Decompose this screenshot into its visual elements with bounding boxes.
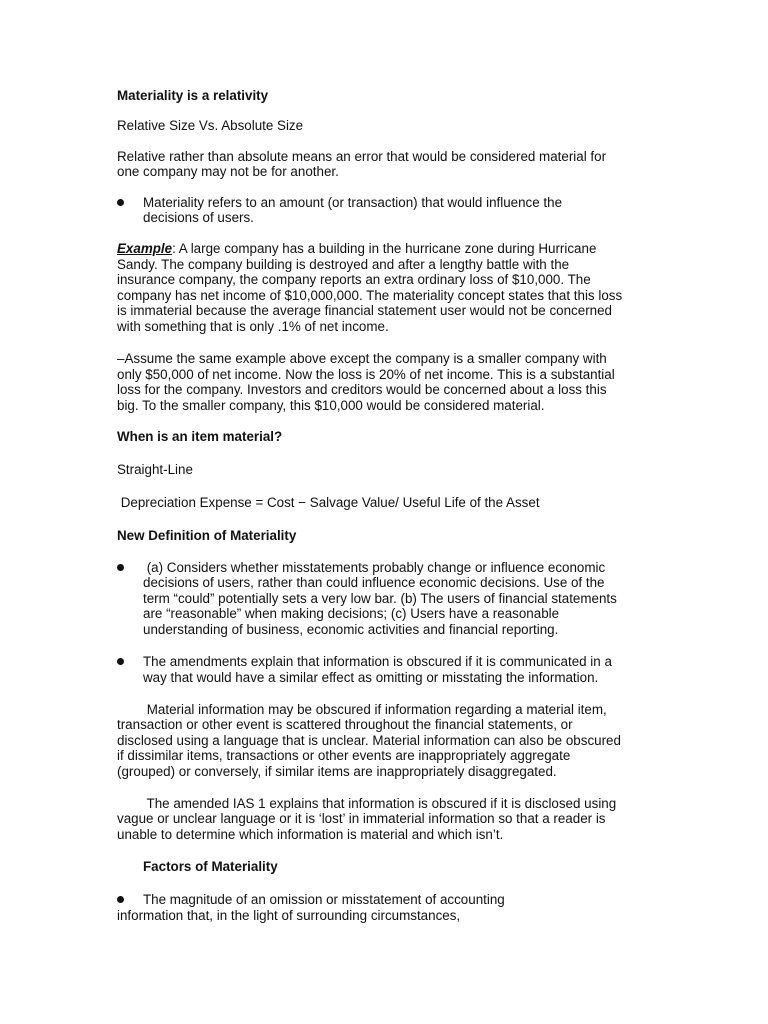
bullet-dot xyxy=(117,564,124,571)
obscured-line-2: transaction or other event is scattered throughout the financial statements, or xyxy=(117,717,573,732)
document-title: Materiality is a relativity xyxy=(117,88,269,103)
bullet-dot xyxy=(117,896,124,903)
bullet2-line-3: term “could” potentially sets a very low bar. (b) The users of financial statements xyxy=(143,591,617,606)
obscured-line-4: if dissimilar items, transactions or other events are inappropriately aggregate xyxy=(117,748,571,763)
bullet1-line-2: decisions of users. xyxy=(143,210,254,225)
bullet2-line-5: understanding of business, economic activities and financial reporting. xyxy=(143,622,559,637)
ias-line-1: The amended IAS 1 explains that information is obscured if it is disclosed using xyxy=(117,796,617,811)
bullet2-line-2: decisions of users, rather than could influence economic decisions. Use of the xyxy=(143,575,605,590)
document-subtitle: Relative Size Vs. Absolute Size xyxy=(117,118,304,133)
bullet3-line-1: The amendments explain that information is obscured if it is communicated in a xyxy=(143,654,612,669)
obscured-line-3: disclosed using a language that is unclear. Material information can also be obscured xyxy=(117,733,621,748)
example2-line-1: –Assume the same example above except the company is a smaller company with xyxy=(117,351,607,366)
example-line-4: company has net income of $10,000,000. The materiality concept states that this loss xyxy=(117,288,623,303)
bullet-dot xyxy=(117,199,124,206)
obscured-line-5: (grouped) or conversely, if similar items are inappropriately disaggregated. xyxy=(117,764,557,779)
ias-line-3: unable to determine which information is material and which isn’t. xyxy=(117,827,504,842)
example2-line-3: loss for the company. Investors and creditors would be concerned about a loss this xyxy=(117,382,607,397)
bullet4-line-1: The magnitude of an omission or misstatement of accounting xyxy=(143,892,505,907)
bullet3-line-2: way that would have a similar effect as omitting or misstating the information. xyxy=(143,670,599,685)
example-line-2: Sandy. The company building is destroyed and after a lengthy battle with the xyxy=(117,257,570,272)
bullet-dot xyxy=(117,658,124,665)
depreciation-formula: Depreciation Expense = Cost − Salvage Value/ Useful Life of the Asset xyxy=(117,495,540,510)
intro-line-2: one company may not be for another. xyxy=(117,164,339,179)
example-line-6: with something that is only .1% of net income. xyxy=(117,319,389,334)
bullet2-line-1: (a) Considers whether misstatements probably change or influence economic xyxy=(143,560,606,575)
ias-line-2: vague or unclear language or it is ‘lost’ in immaterial information so that a reader is xyxy=(117,811,606,826)
bullet1-line-1: Materiality refers to an amount (or transaction) that would influence the xyxy=(143,195,563,210)
heading-new-definition: New Definition of Materiality xyxy=(117,528,297,543)
example-first-rest: : A large company has a building in the hurricane zone during Hurricane xyxy=(172,241,597,256)
example2-line-2: only $50,000 of net income. Now the loss is 20% of net income. This is a substantial xyxy=(117,367,615,382)
example-line-3: insurance company, the company reports an extra ordinary loss of $10,000. The xyxy=(117,272,591,287)
example-line-5: is immaterial because the average financial statement user would not be concerned xyxy=(117,303,612,318)
bullet4-line-2: information that, in the light of surrounding circumstances, xyxy=(117,908,461,923)
obscured-line-1: Material information may be obscured if information regarding a material item, xyxy=(117,702,607,717)
heading-factors: Factors of Materiality xyxy=(143,859,278,874)
heading-when-material: When is an item material? xyxy=(117,429,283,444)
straight-line-label: Straight-Line xyxy=(117,462,193,477)
example-line-1 xyxy=(117,241,596,257)
bullet2-line-4: are “reasonable” when making decisions; (c) Users have a reasonable xyxy=(143,606,560,621)
intro-line-1: Relative rather than absolute means an error that would be considered material for xyxy=(117,149,607,164)
example2-line-4: big. To the smaller company, this $10,000 would be considered material. xyxy=(117,398,545,413)
example-label: Example xyxy=(117,241,173,256)
